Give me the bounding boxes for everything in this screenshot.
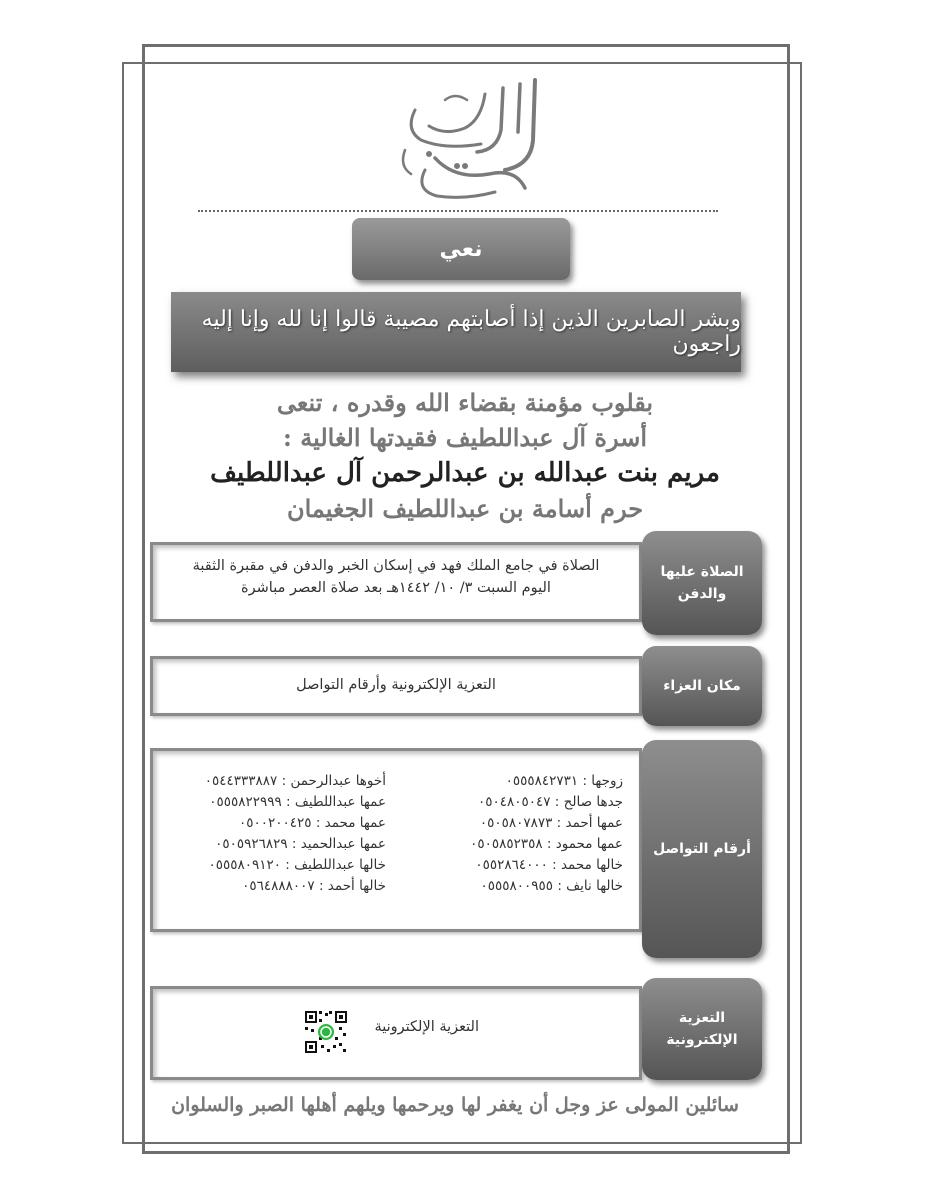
frame-accent-line — [800, 790, 802, 1050]
announcement-line-1: بقلوب مؤمنة بقضاء الله وقدره ، تنعى — [276, 388, 654, 417]
contact-item: جدها صالح : ٠٥٠٤٨٠٥٠٤٧ — [477, 794, 623, 810]
contact-item: خالها أحمد : ٠٥٦٤٨٨٨٠٠٧ — [242, 878, 386, 894]
page-title: نعي — [352, 218, 570, 280]
contact-item: أخوها عبدالرحمن : ٠٥٤٤٣٣٣٨٨٧ — [204, 773, 386, 789]
contact-item: عمها محمد : ٠٥٠٠٢٠٠٤٢٥ — [239, 815, 386, 831]
contact-item: خالها عبداللطيف : ٠٥٥٥٨٠٩١٢٠ — [208, 857, 386, 873]
prayer-label: الصلاة عليها والدفن — [642, 531, 762, 635]
condolence-place-label: مكان العزاء — [642, 646, 762, 726]
closing-prayer: سائلين المولى عز وجل أن يغفر لها ويرحمها ويلهم أهلها الصبر والسلوان — [171, 1094, 739, 1116]
prayer-line-1: الصلاة في جامع الملك فهد في إسكان الخبر والدفن في مقبرة الثقبة — [192, 558, 600, 574]
contact-item: خالها نايف : ٠٥٥٥٨٠٠٩٥٥ — [480, 878, 623, 894]
contact-item: عمها محمود : ٠٥٠٥٨٥٢٣٥٨ — [470, 836, 623, 852]
contact-item: عمها عبدالحميد : ٠٥٠٥٩٢٦٨٢٩ — [215, 836, 386, 852]
quran-verse: وبشر الصابرين الذين إذا أصابتهم مصيبة قالوا إنا لله وإنا إليه راجعون — [201, 307, 741, 357]
quran-verse-banner — [171, 292, 741, 372]
contact-item: عمها أحمد : ٠٥٠٥٨٠٧٨٧٣ — [479, 815, 623, 831]
econdolence-label: التعزية الإلكترونية — [642, 978, 762, 1080]
qr-code-icon[interactable] — [303, 1009, 349, 1055]
prayer-details — [150, 542, 642, 622]
econdolence-details — [150, 986, 642, 1080]
prayer-line-2: اليوم السبت ٣/ ١٠/ ١٤٤٢هـ بعد صلاة العصر مباشرة — [241, 580, 551, 596]
condolence-place-value: التعزية الإلكترونية وأرقام التواصل — [296, 677, 496, 693]
contacts-label: أرقام التواصل — [642, 740, 762, 958]
divider — [198, 210, 718, 212]
contacts-grid — [169, 773, 623, 894]
deceased-name: مريم بنت عبدالله بن عبدالرحمن آل عبداللطيف — [210, 458, 720, 488]
econdolence-value: التعزية الإلكترونية — [374, 1019, 479, 1035]
announcement-line-2: أسرة آل عبداللطيف فقيدتها الغالية : — [283, 423, 647, 452]
condolence-place-details — [150, 656, 642, 716]
spouse-line: حرم أسامة بن عبداللطيف الجغيمان — [286, 494, 644, 523]
contacts-details — [150, 748, 642, 932]
contact-item: خالها محمد : ٠٥٥٢٨٦٤٠٠٠ — [475, 857, 623, 873]
contact-item: زوجها : ٠٥٥٥٨٤٢٧٣١ — [505, 773, 623, 789]
contact-item: عمها عبداللطيف : ٠٥٥٥٨٢٢٩٩٩ — [209, 794, 386, 810]
